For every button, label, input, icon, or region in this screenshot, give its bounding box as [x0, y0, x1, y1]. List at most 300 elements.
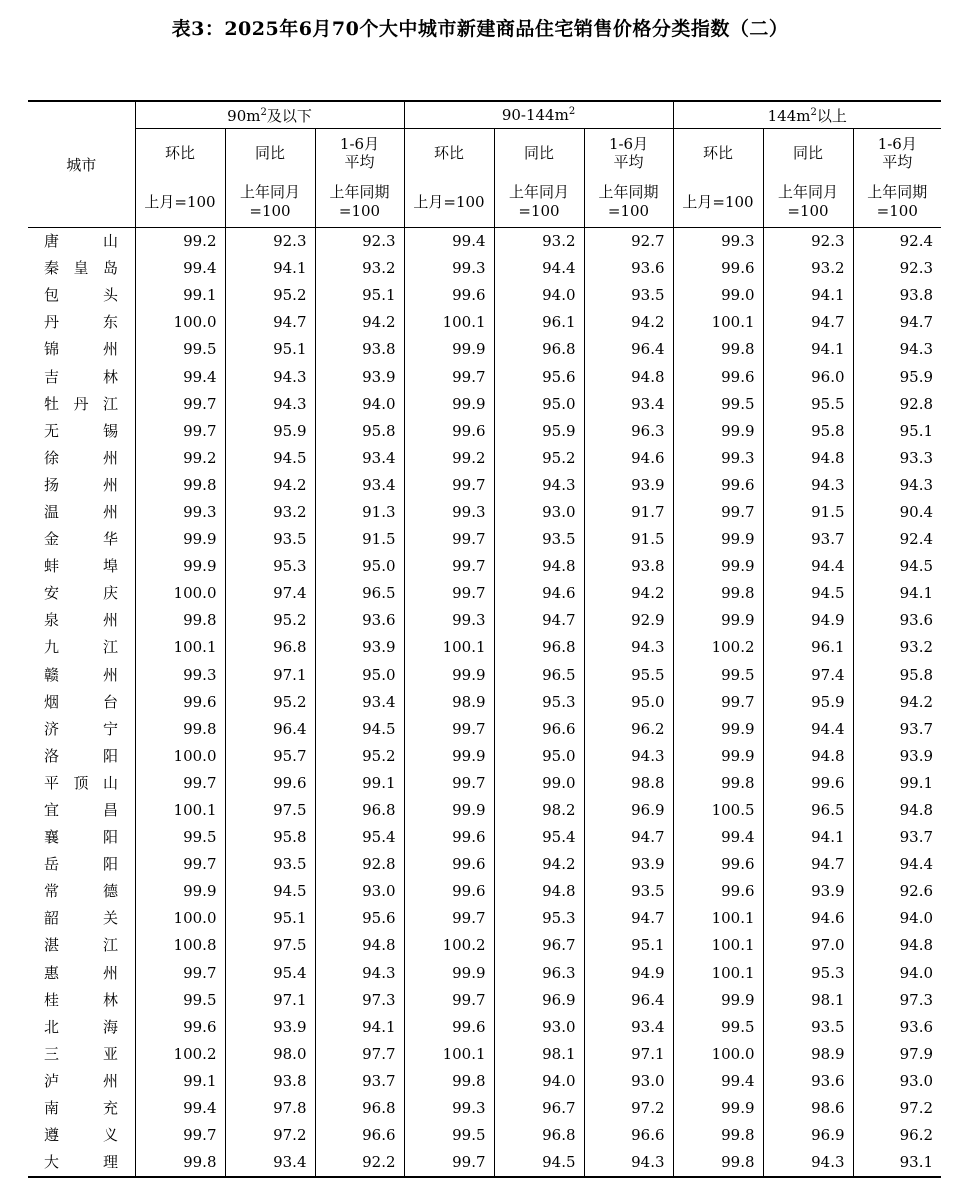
index-value: 99.5: [673, 391, 763, 418]
index-value: 97.1: [225, 662, 315, 689]
index-value: 93.9: [315, 634, 404, 661]
index-value: 98.8: [584, 770, 673, 797]
index-value: 99.8: [135, 716, 225, 743]
index-value: 93.7: [853, 824, 941, 851]
table-row: [28, 851, 941, 878]
index-value: 94.3: [763, 1149, 853, 1177]
index-value: 98.9: [763, 1041, 853, 1068]
index-value: 92.3: [853, 255, 941, 282]
city-name: [28, 932, 135, 959]
avg-header-line2: 平均: [882, 153, 913, 171]
avg-base-line2: =100: [607, 202, 650, 220]
index-value: 96.4: [584, 987, 673, 1014]
index-value: 95.5: [584, 662, 673, 689]
index-value: 95.3: [494, 689, 584, 716]
index-value: 100.1: [135, 797, 225, 824]
index-value: 93.6: [853, 607, 941, 634]
table-row: [28, 228, 941, 256]
index-value: 99.6: [404, 1014, 494, 1041]
avg-header-line2: 平均: [613, 153, 644, 171]
index-value: 99.6: [673, 851, 763, 878]
yoy-base: [225, 177, 315, 228]
index-value: 99.6: [225, 770, 315, 797]
index-value: 99.9: [404, 662, 494, 689]
index-value: 95.1: [225, 336, 315, 363]
city-name: [28, 472, 135, 499]
table-body: [28, 228, 941, 1178]
table-row: [28, 878, 941, 905]
index-value: 99.9: [135, 526, 225, 553]
index-value: 94.2: [225, 472, 315, 499]
table-row: [28, 1068, 941, 1095]
price-index-table: [28, 100, 941, 1178]
index-value: 99.7: [673, 689, 763, 716]
index-value: 99.4: [673, 1068, 763, 1095]
index-value: 99.7: [135, 851, 225, 878]
city-name: [28, 770, 135, 797]
city-name-text: 宜 昌: [44, 801, 118, 820]
index-value: 93.2: [853, 634, 941, 661]
index-value: 96.5: [315, 580, 404, 607]
group-header-small: $90m^2$及以下: [135, 101, 404, 129]
index-value: 99.6: [135, 689, 225, 716]
index-value: 99.0: [673, 282, 763, 309]
index-value: 94.0: [315, 391, 404, 418]
index-value: 93.6: [853, 1014, 941, 1041]
index-value: 92.3: [225, 228, 315, 256]
index-value: 94.8: [853, 797, 941, 824]
table-row: [28, 634, 941, 661]
city-name-text: 温 州: [44, 502, 118, 521]
index-value: 99.6: [763, 770, 853, 797]
index-value: 99.8: [135, 1149, 225, 1177]
index-value: 99.5: [135, 987, 225, 1014]
index-value: 99.9: [673, 743, 763, 770]
index-value: 96.8: [315, 797, 404, 824]
index-value: 100.2: [404, 932, 494, 959]
table-row: [28, 607, 941, 634]
table-row: [28, 987, 941, 1014]
index-value: 92.7: [584, 228, 673, 256]
index-value: 94.1: [225, 255, 315, 282]
index-value: 95.5: [763, 391, 853, 418]
group-header-large: $144m^2$以上: [673, 101, 941, 129]
index-value: 93.4: [315, 472, 404, 499]
index-value: 99.4: [135, 1095, 225, 1122]
index-value: 94.1: [763, 282, 853, 309]
mom-base: 上月=100: [404, 177, 494, 228]
index-value: 99.7: [404, 363, 494, 390]
index-value: 94.7: [584, 905, 673, 932]
index-value: 93.8: [315, 336, 404, 363]
index-value: 93.2: [494, 228, 584, 256]
index-value: 94.5: [315, 716, 404, 743]
index-value: 94.7: [763, 851, 853, 878]
table-row: [28, 932, 941, 959]
city-name-text: 安 庆: [44, 584, 118, 603]
index-value: 94.8: [584, 363, 673, 390]
yoy-base: [494, 177, 584, 228]
table-row: [28, 336, 941, 363]
index-value: 100.8: [135, 932, 225, 959]
index-value: 95.0: [315, 662, 404, 689]
yoy-header: 同比: [494, 129, 584, 178]
index-value: 100.1: [673, 960, 763, 987]
index-value: 94.9: [763, 607, 853, 634]
index-value: 93.8: [853, 282, 941, 309]
avg-base-line1: 上年同期: [329, 183, 390, 201]
index-value: 99.4: [135, 255, 225, 282]
index-value: 99.7: [673, 499, 763, 526]
avg-base-line2: =100: [338, 202, 381, 220]
city-name-text: 三 亚: [44, 1044, 118, 1063]
index-value: 99.3: [404, 499, 494, 526]
city-name: [28, 634, 135, 661]
index-value: 100.1: [673, 905, 763, 932]
city-name: [28, 445, 135, 472]
index-value: 99.8: [135, 607, 225, 634]
table-row: [28, 499, 941, 526]
index-value: 100.1: [404, 634, 494, 661]
index-value: 99.3: [673, 445, 763, 472]
index-value: 95.2: [225, 607, 315, 634]
index-value: 99.2: [404, 445, 494, 472]
index-value: 98.0: [225, 1041, 315, 1068]
index-value: 99.8: [673, 1149, 763, 1177]
index-value: 99.7: [135, 770, 225, 797]
index-value: 93.9: [584, 472, 673, 499]
city-name-text: 大 理: [44, 1153, 118, 1172]
index-value: 94.5: [853, 553, 941, 580]
city-name-text: 赣 州: [44, 665, 118, 684]
table-row: [28, 689, 941, 716]
table-row: [28, 526, 941, 553]
index-value: 99.8: [135, 472, 225, 499]
city-name-text: 常 德: [44, 882, 118, 901]
avg-header-line1: 1-6月: [877, 135, 917, 153]
city-name: [28, 960, 135, 987]
index-value: 99.7: [135, 1122, 225, 1149]
index-value: 94.4: [853, 851, 941, 878]
index-value: 93.9: [225, 1014, 315, 1041]
mom-header: 环比: [673, 129, 763, 178]
index-value: 93.1: [853, 1149, 941, 1177]
index-value: 94.3: [584, 743, 673, 770]
index-value: 94.3: [494, 472, 584, 499]
index-value: 99.1: [853, 770, 941, 797]
city-name-text: 丹 东: [44, 313, 118, 332]
index-value: 96.3: [584, 418, 673, 445]
index-value: 99.5: [135, 336, 225, 363]
avg-header-line1: 1-6月: [339, 135, 380, 153]
yoy-base-line1: 上年同月: [509, 183, 570, 201]
avg-base: [853, 177, 941, 228]
index-value: 99.4: [135, 363, 225, 390]
index-value: 92.6: [853, 878, 941, 905]
index-value: 99.8: [673, 580, 763, 607]
city-name-text: 北 海: [44, 1017, 118, 1036]
index-value: 99.9: [673, 418, 763, 445]
city-name: [28, 363, 135, 390]
index-value: 94.3: [225, 391, 315, 418]
city-name: [28, 743, 135, 770]
city-name-text: 泸 州: [44, 1071, 118, 1090]
index-value: 94.4: [494, 255, 584, 282]
index-value: 95.8: [315, 418, 404, 445]
index-value: 93.6: [584, 255, 673, 282]
city-name: [28, 1041, 135, 1068]
index-value: 96.0: [763, 363, 853, 390]
index-value: 97.2: [853, 1095, 941, 1122]
index-value: 98.2: [494, 797, 584, 824]
index-value: 95.9: [763, 689, 853, 716]
city-name: [28, 309, 135, 336]
index-value: 93.9: [584, 851, 673, 878]
index-value: 99.7: [404, 987, 494, 1014]
index-value: 94.8: [494, 553, 584, 580]
index-value: 96.3: [494, 960, 584, 987]
city-name-text: 洛 阳: [44, 746, 118, 765]
city-name-text: 无 锡: [44, 421, 118, 440]
index-value: 96.8: [494, 634, 584, 661]
index-value: 96.1: [494, 309, 584, 336]
index-value: 99.6: [673, 255, 763, 282]
index-value: 93.9: [853, 743, 941, 770]
index-value: 100.5: [673, 797, 763, 824]
index-value: 99.7: [404, 472, 494, 499]
index-value: 95.3: [494, 905, 584, 932]
index-value: 92.4: [853, 228, 941, 256]
index-value: 94.2: [315, 309, 404, 336]
index-value: 96.5: [494, 662, 584, 689]
index-value: 93.2: [763, 255, 853, 282]
table-row: [28, 472, 941, 499]
index-value: 94.3: [584, 634, 673, 661]
index-value: 95.0: [315, 553, 404, 580]
index-value: 95.8: [225, 824, 315, 851]
index-value: 99.0: [494, 770, 584, 797]
index-value: 99.2: [135, 228, 225, 256]
avg-base-line1: 上年同期: [598, 183, 659, 201]
index-value: 99.7: [404, 716, 494, 743]
index-value: 97.2: [225, 1122, 315, 1149]
city-name-text: 惠 州: [44, 963, 118, 982]
index-value: 99.7: [404, 905, 494, 932]
index-value: 91.7: [584, 499, 673, 526]
index-value: 95.1: [584, 932, 673, 959]
index-value: 95.2: [315, 743, 404, 770]
yoy-base-line2: =100: [249, 202, 291, 220]
index-value: 95.1: [225, 905, 315, 932]
index-value: 95.8: [763, 418, 853, 445]
index-value: 92.8: [315, 851, 404, 878]
index-value: 99.6: [135, 1014, 225, 1041]
avg-header: [315, 129, 404, 178]
avg-base-line2: =100: [876, 202, 918, 220]
city-name-text: 岳 阳: [44, 855, 118, 874]
index-value: 96.2: [584, 716, 673, 743]
index-value: 92.3: [763, 228, 853, 256]
index-value: 99.6: [673, 878, 763, 905]
index-value: 94.0: [853, 905, 941, 932]
city-name: [28, 580, 135, 607]
avg-header: [584, 129, 673, 178]
index-value: 95.9: [494, 418, 584, 445]
index-value: 92.2: [315, 1149, 404, 1177]
city-name: [28, 851, 135, 878]
index-value: 96.6: [584, 1122, 673, 1149]
index-value: 94.8: [853, 932, 941, 959]
index-value: 96.8: [225, 634, 315, 661]
index-value: 99.9: [673, 1095, 763, 1122]
city-name-text: 包 头: [44, 286, 118, 305]
city-name-text: 吉 林: [44, 367, 118, 386]
index-value: 94.2: [584, 580, 673, 607]
index-value: 95.2: [494, 445, 584, 472]
index-value: 97.7: [315, 1041, 404, 1068]
city-name-text: 牡 丹 江: [44, 394, 118, 413]
mom-base: 上月=100: [673, 177, 763, 228]
table-row: [28, 743, 941, 770]
index-value: 96.5: [763, 797, 853, 824]
table-row: [28, 824, 941, 851]
index-value: 98.9: [404, 689, 494, 716]
index-value: 95.0: [584, 689, 673, 716]
index-value: 91.5: [763, 499, 853, 526]
index-value: 95.7: [225, 743, 315, 770]
index-value: 94.7: [584, 824, 673, 851]
city-name-text: 锦 州: [44, 340, 118, 359]
index-value: 94.8: [315, 932, 404, 959]
city-name: [28, 1122, 135, 1149]
index-value: 93.0: [315, 878, 404, 905]
index-value: 99.4: [404, 228, 494, 256]
index-value: 100.1: [673, 309, 763, 336]
city-name-text: 秦 皇 岛: [44, 259, 118, 278]
index-value: 94.4: [763, 553, 853, 580]
index-value: 99.9: [404, 797, 494, 824]
city-name: [28, 336, 135, 363]
index-value: 94.1: [315, 1014, 404, 1041]
index-value: 93.5: [584, 282, 673, 309]
index-value: 99.9: [673, 607, 763, 634]
table-row: [28, 1095, 941, 1122]
index-value: 94.8: [763, 743, 853, 770]
index-value: 99.9: [673, 987, 763, 1014]
index-value: 97.3: [853, 987, 941, 1014]
index-value: 93.9: [315, 363, 404, 390]
index-value: 97.0: [763, 932, 853, 959]
index-value: 96.8: [315, 1095, 404, 1122]
index-value: 99.1: [135, 282, 225, 309]
index-value: 99.9: [673, 553, 763, 580]
city-name-text: 九 江: [44, 638, 118, 657]
index-value: 94.3: [315, 960, 404, 987]
page-title: 表3：2025年6月70个大中城市新建商品住宅销售价格分类指数（二）: [171, 18, 789, 40]
index-value: 96.6: [494, 716, 584, 743]
city-name: [28, 878, 135, 905]
index-value: 99.6: [404, 418, 494, 445]
city-name: [28, 824, 135, 851]
index-value: 94.7: [853, 309, 941, 336]
index-value: 96.4: [225, 716, 315, 743]
yoy-header: 同比: [225, 129, 315, 178]
index-value: 99.9: [404, 391, 494, 418]
index-value: 94.3: [853, 336, 941, 363]
index-value: 97.9: [853, 1041, 941, 1068]
index-value: 99.7: [135, 418, 225, 445]
index-value: 96.9: [584, 797, 673, 824]
table-row: [28, 363, 941, 390]
index-value: 100.0: [135, 743, 225, 770]
index-value: 96.6: [315, 1122, 404, 1149]
index-value: 92.8: [853, 391, 941, 418]
city-name-text: 湛 江: [44, 936, 118, 955]
index-value: 100.0: [135, 580, 225, 607]
index-value: 94.3: [853, 472, 941, 499]
index-value: 95.8: [853, 662, 941, 689]
avg-header: [853, 129, 941, 178]
index-value: 93.6: [315, 607, 404, 634]
city-name-text: 南 充: [44, 1099, 118, 1118]
index-value: 99.6: [404, 851, 494, 878]
index-value: 99.3: [404, 255, 494, 282]
index-value: 93.7: [853, 716, 941, 743]
index-value: 96.4: [584, 336, 673, 363]
index-value: 95.0: [494, 743, 584, 770]
avg-header-line1: 1-6月: [608, 135, 649, 153]
table-row: [28, 418, 941, 445]
index-value: 93.0: [584, 1068, 673, 1095]
index-value: 95.4: [315, 824, 404, 851]
index-value: 99.1: [135, 1068, 225, 1095]
avg-base-line1: 上年同期: [867, 183, 928, 201]
city-name-text: 襄 阳: [44, 828, 118, 847]
index-value: 99.3: [135, 662, 225, 689]
table-row: [28, 1122, 941, 1149]
index-value: 98.1: [494, 1041, 584, 1068]
city-name-text: 徐 州: [44, 448, 118, 467]
city-name: [28, 255, 135, 282]
index-value: 93.2: [225, 499, 315, 526]
index-value: 99.3: [404, 607, 494, 634]
index-value: 90.4: [853, 499, 941, 526]
index-value: 93.0: [494, 499, 584, 526]
index-value: 94.1: [763, 824, 853, 851]
index-value: 97.8: [225, 1095, 315, 1122]
index-value: 99.7: [135, 391, 225, 418]
index-value: 99.9: [135, 553, 225, 580]
table-row: [28, 797, 941, 824]
city-name: [28, 797, 135, 824]
city-name: [28, 499, 135, 526]
index-value: 93.9: [763, 878, 853, 905]
city-name: [28, 1095, 135, 1122]
index-value: 99.3: [135, 499, 225, 526]
index-value: 93.3: [853, 445, 941, 472]
table-row: [28, 580, 941, 607]
index-value: 94.3: [763, 472, 853, 499]
index-value: 97.2: [584, 1095, 673, 1122]
index-value: 95.6: [494, 363, 584, 390]
index-value: 99.8: [404, 1068, 494, 1095]
index-value: 95.4: [225, 960, 315, 987]
city-name: [28, 716, 135, 743]
table-row: [28, 1014, 941, 1041]
index-value: 95.4: [494, 824, 584, 851]
index-value: 99.5: [404, 1122, 494, 1149]
index-value: 100.0: [135, 309, 225, 336]
